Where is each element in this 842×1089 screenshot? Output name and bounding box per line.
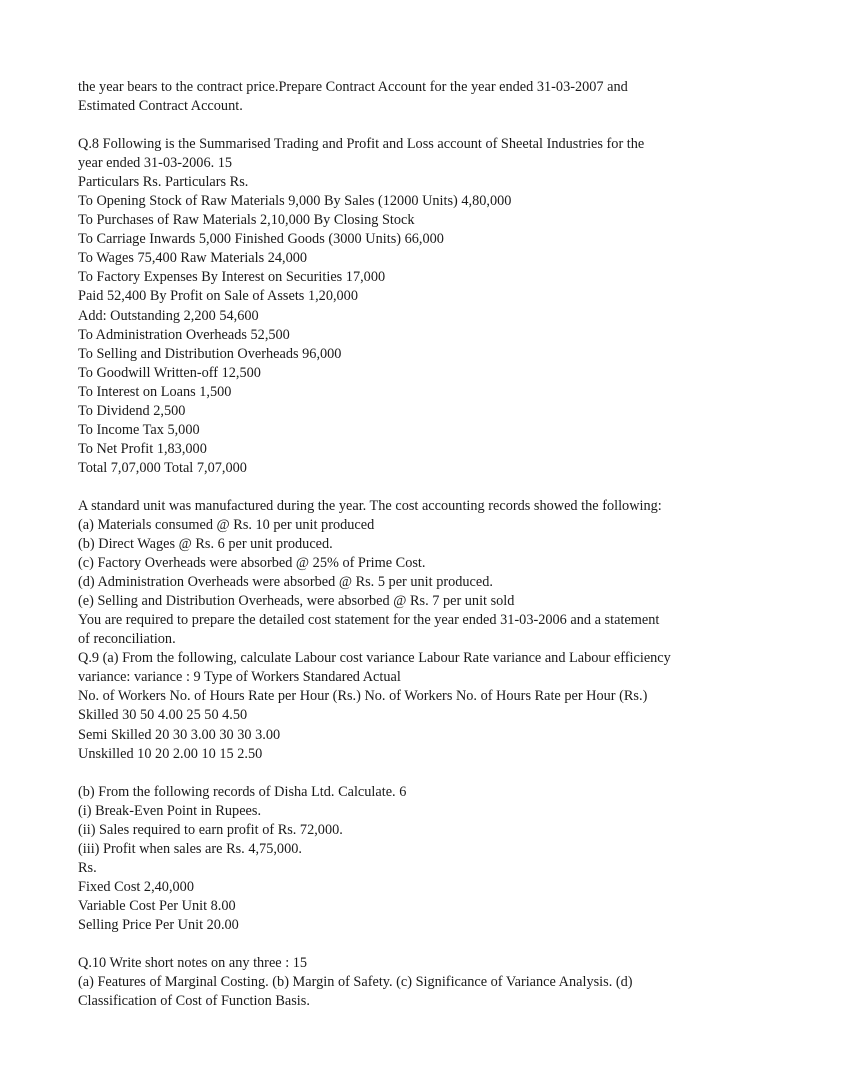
text-line: the year bears to the contract price.Prepare Contract Account for the year ended 31-03-2007 and	[78, 79, 628, 95]
table-row: Semi Skilled 20 30 3.00 30 30 3.00	[78, 726, 281, 743]
paragraph-gap	[78, 935, 778, 954]
text-line: (a) Features of Marginal Costing. (b) Margin of Safety. (c) Significance of Variance Analysis. (d)	[78, 974, 633, 991]
text-line: Classification of Cost of Function Basis.	[78, 993, 310, 1010]
account-row: To Net Profit 1,83,000	[78, 440, 207, 457]
list-item: (c) Factory Overheads were absorbed @ 25% of Prime Cost.	[78, 555, 426, 572]
paragraph-gap	[78, 116, 778, 135]
document-text	[78, 78, 778, 1011]
text-line: of reconciliation.	[78, 631, 176, 648]
question-10	[78, 954, 778, 1011]
question-8-standard-and-question-9a	[78, 497, 778, 764]
question-heading: Q.9 (a) From the following, calculate Labour cost variance Labour Rate variance and Labour efficiency	[78, 650, 671, 667]
table-row: Unskilled 10 20 2.00 10 15 2.50	[78, 745, 263, 762]
paragraph-gap	[78, 478, 778, 497]
question-heading: (b) From the following records of Disha Ltd. Calculate. 6	[78, 783, 407, 800]
account-row: To Carriage Inwards 5,000 Finished Goods (3000 Units) 66,000	[78, 231, 444, 248]
text-line: year ended 31-03-2006. 15	[78, 155, 233, 172]
intro-paragraph	[78, 78, 778, 116]
account-row: Paid 52,400 By Profit on Sale of Assets 1,20,000	[78, 288, 358, 305]
account-row: To Income Tax 5,000	[78, 421, 200, 438]
account-row: To Goodwill Written-off 12,500	[78, 364, 261, 381]
text-line: Fixed Cost 2,40,000	[78, 878, 194, 895]
question-8	[78, 135, 778, 478]
text-line: A standard unit was manufactured during the year. The cost accounting records showed the following:	[78, 497, 662, 514]
question-heading: Q.10 Write short notes on any three : 15	[78, 954, 308, 971]
account-total: Total 7,07,000 Total 7,07,000	[78, 459, 247, 476]
list-item: (i) Break-Even Point in Rupees.	[78, 802, 262, 819]
paragraph-gap	[78, 764, 778, 783]
list-item: (e) Selling and Distribution Overheads, were absorbed @ Rs. 7 per unit sold	[78, 593, 515, 610]
text-line: Estimated Contract Account.	[78, 98, 243, 115]
question-9b	[78, 783, 778, 935]
account-row: To Dividend 2,500	[78, 402, 186, 419]
list-item: (d) Administration Overheads were absorbed @ Rs. 5 per unit produced.	[78, 574, 493, 591]
account-row: To Opening Stock of Raw Materials 9,000 By Sales (12000 Units) 4,80,000	[78, 193, 512, 210]
list-item: (ii) Sales required to earn profit of Rs. 72,000.	[78, 821, 343, 838]
text-line: Selling Price Per Unit 20.00	[78, 916, 239, 933]
list-item: (iii) Profit when sales are Rs. 4,75,000.	[78, 840, 302, 857]
list-item: (a) Materials consumed @ Rs. 10 per unit produced	[78, 516, 375, 533]
account-row: To Purchases of Raw Materials 2,10,000 By Closing Stock	[78, 212, 415, 229]
account-row: To Wages 75,400 Raw Materials 24,000	[78, 250, 308, 267]
table-row: Skilled 30 50 4.00 25 50 4.50	[78, 707, 248, 724]
account-row: To Interest on Loans 1,500	[78, 383, 232, 400]
account-header: Particulars Rs. Particulars Rs.	[78, 174, 249, 191]
text-line: Variable Cost Per Unit 8.00	[78, 897, 236, 914]
text-line: Rs.	[78, 859, 97, 876]
account-row: To Factory Expenses By Interest on Securities 17,000	[78, 269, 386, 286]
account-row: To Selling and Distribution Overheads 96,000	[78, 345, 342, 362]
account-row: To Administration Overheads 52,500	[78, 326, 290, 343]
account-row: Add: Outstanding 2,200 54,600	[78, 307, 259, 324]
table-header: No. of Workers No. of Hours Rate per Hour (Rs.) No. of Workers No. of Hours Rate per Hour (Rs.)	[78, 688, 648, 705]
list-item: (b) Direct Wages @ Rs. 6 per unit produced.	[78, 536, 333, 553]
text-line: variance: variance : 9 Type of Workers Standared Actual	[78, 669, 401, 686]
question-heading: Q.8 Following is the Summarised Trading and Profit and Loss account of Sheetal Industries for the	[78, 136, 645, 153]
text-line: You are required to prepare the detailed cost statement for the year ended 31-03-2006 and a statement	[78, 612, 660, 629]
